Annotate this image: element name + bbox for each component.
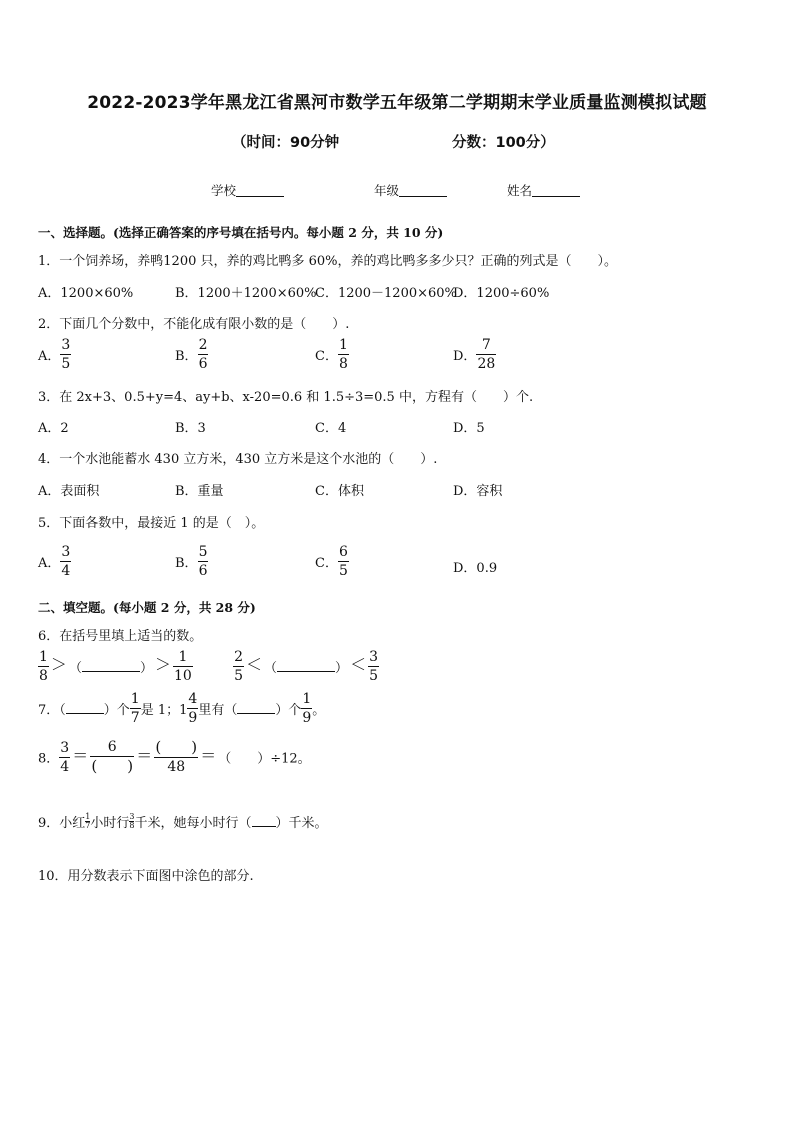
- q2-option-c[interactable]: C． $\frac{1}{8}$: [315, 337, 348, 372]
- page-title: 2022-2023学年黑龙江省黑河市数学五年级第二学期期末学业质量监测模拟试题: [87, 93, 707, 113]
- q2-option-b[interactable]: B． $\frac{2}{6}$: [175, 337, 208, 372]
- q2-option-d[interactable]: D． $\frac{7}{28}$: [453, 337, 496, 372]
- q7-blank-2[interactable]: [237, 703, 275, 714]
- fraction: $\frac{4}{9}$: [188, 691, 198, 726]
- q2-option-a[interactable]: A． $\frac{3}{5}$: [38, 337, 71, 372]
- fraction: $\frac{3}{8}$: [129, 812, 135, 830]
- q5-option-b[interactable]: B． $\frac{5}{6}$: [175, 544, 208, 579]
- question-1: 1．一个饲养场，养鸭1200 只，养的鸡比鸭多 60%，养的鸡比鸭多多少只？正确的列式是（ ）。: [38, 254, 618, 269]
- question-9: 9．小红 $\frac{1}{7}$ 小时行 $\frac{3}{8}$ 千米，她每小时行（ ）千米。: [38, 812, 328, 831]
- name-field: 姓名: [507, 181, 580, 199]
- fraction: $\frac{1}{10}$: [173, 649, 192, 684]
- fraction: $\frac{( )}{48}$: [155, 738, 198, 775]
- section-fill-heading: 二、填空题。(每小题 2 分，共 28 分): [38, 600, 256, 615]
- fraction: $\frac{1}{9}$: [302, 691, 312, 726]
- q6-expression: $\frac{1}{8}$ ＞ （ ） ＞ $\frac{1}{10}$ $\frac{2}{5}$ ＜ （ ） ＜ $\frac{3}{5}$: [39, 649, 378, 684]
- q7-blank-1[interactable]: [66, 703, 104, 714]
- fraction: $\frac{3}{5}$: [369, 649, 378, 684]
- fraction: $\frac{1}{8}$: [39, 649, 48, 684]
- fraction: $\frac{1}{8}$: [338, 337, 348, 372]
- fraction: $\frac{7}{28}$: [477, 337, 496, 372]
- time-label: （时间：90分钟: [232, 135, 340, 151]
- q5-option-c[interactable]: C． $\frac{6}{5}$: [315, 544, 348, 579]
- section-choice-heading: 一、选择题。(选择正确答案的序号填在括号内。每小题 2 分，共 10 分): [38, 225, 444, 240]
- fraction: $\frac{2}{5}$: [234, 649, 244, 684]
- school-blank[interactable]: [236, 184, 284, 197]
- q1-option-b[interactable]: B．1200＋1200×60%: [175, 286, 317, 301]
- q9-blank[interactable]: [252, 816, 276, 827]
- question-4: 4．一个水池能蓄水 430 立方米，430 立方米是这个水池的（ ）.: [38, 452, 438, 467]
- question-6: 6．在括号里填上适当的数。: [38, 629, 203, 644]
- question-2: 2．下面几个分数中，不能化成有限小数的是（ ）.: [38, 317, 350, 332]
- q1-option-a[interactable]: A．1200×60%: [38, 286, 134, 301]
- score-label: 分数：100分）: [452, 135, 555, 151]
- fraction: $\frac{1}{7}$: [130, 691, 140, 726]
- grade-blank[interactable]: [399, 184, 447, 197]
- school-field: 学校: [211, 181, 284, 199]
- q4-option-b[interactable]: B．重量: [175, 484, 224, 499]
- q4-option-a[interactable]: A．表面积: [38, 484, 100, 499]
- fraction: $\frac{1}{7}$: [85, 812, 91, 830]
- q6-blank-2[interactable]: [277, 661, 335, 672]
- q5-option-d[interactable]: D．0.9: [453, 561, 498, 576]
- q6-blank-1[interactable]: [82, 661, 140, 672]
- question-8: 8． $\frac{3}{4}$ ＝ $\frac{6}{( )}$ ＝ $\frac{( )}{48}$ ＝ （ ）÷12。: [38, 738, 311, 775]
- name-blank[interactable]: [532, 184, 580, 197]
- q4-option-d[interactable]: D．容积: [453, 484, 503, 499]
- q3-option-a[interactable]: A．2: [38, 421, 69, 436]
- q8-blank-numerator[interactable]: ( ): [155, 738, 198, 756]
- question-5: 5．下面各数中，最接近 1 的是（ ）。: [38, 516, 265, 531]
- fraction: $\frac{6}{5}$: [338, 544, 348, 579]
- q5-option-a[interactable]: A． $\frac{3}{4}$: [38, 544, 71, 579]
- fraction: $\frac{5}{6}$: [198, 544, 208, 579]
- grade-field: 年级: [374, 181, 447, 199]
- q3-option-d[interactable]: D．5: [453, 421, 485, 436]
- fraction: $\frac{3}{4}$: [60, 739, 70, 775]
- fraction: $\frac{3}{4}$: [61, 544, 71, 579]
- q1-option-d[interactable]: D．1200÷60%: [453, 286, 550, 301]
- q3-option-c[interactable]: C．4: [315, 421, 347, 436]
- fraction: $\frac{2}{6}$: [198, 337, 208, 372]
- fraction: $\frac{6}{( )}$: [91, 739, 134, 775]
- q3-option-b[interactable]: B．3: [175, 421, 206, 436]
- q1-option-c[interactable]: C．1200－1200×60%: [315, 286, 457, 301]
- question-3: 3．在 2x+3、0.5+y=4、ay+b、x-20=0.6 和 1.5÷3=0.5 中，方程有（ ）个.: [38, 390, 534, 405]
- question-7: 7．（ ）个 $\frac{1}{7}$ 是 1；1 $\frac{4}{9}$ 里有（ ）个 $\frac{1}{9}$ 。: [38, 691, 326, 726]
- fraction: $\frac{3}{5}$: [61, 337, 71, 372]
- q4-option-c[interactable]: C．体积: [315, 484, 364, 499]
- question-10: 10．用分数表示下面图中涂色的部分.: [38, 869, 254, 884]
- q8-blank-denominator[interactable]: ( ): [91, 757, 134, 775]
